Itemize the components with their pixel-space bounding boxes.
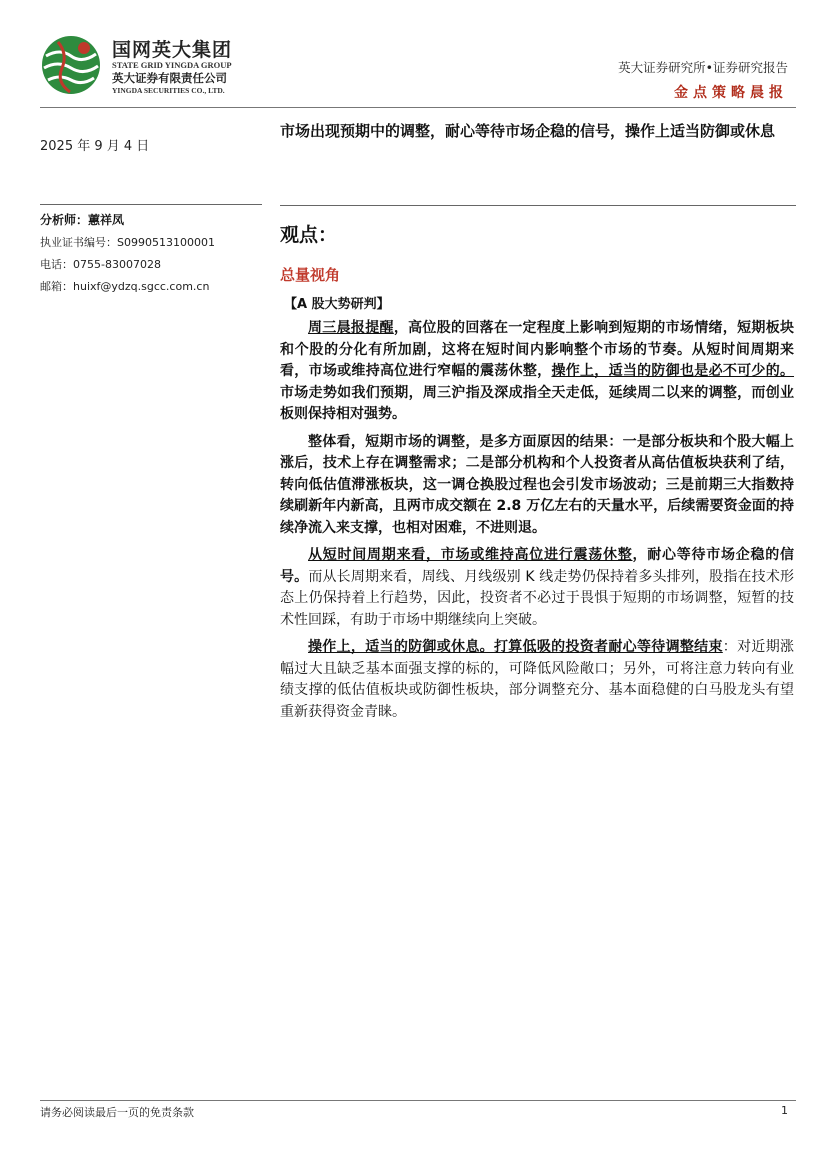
logo-company-name-en: YINGDA SECURITIES CO., LTD.	[112, 86, 225, 95]
analyst-name: 分析师：蕙祥凤	[40, 213, 125, 227]
org-line: 英大证券研究所•证券研究报告	[618, 60, 788, 75]
paragraph-2: 整体看，短期市场的调整，是多方面原因的结果：一是部分板块和个股大幅上涨后，技术上存在调整需求；二是部分机构和个人投资者从高估值板块获利了结，转向低估值滞涨板块，这一调仓换股过程也会引发市场波动；三是前期三大指数持续刷新年内新高，且两市成交额在 2.8 万亿左右的天量水平，后续需要资金面的持续净流入来支撑，也相对困难，不进则退。	[280, 433, 794, 536]
report-type: 金点策略晨报	[674, 85, 788, 101]
footer-divider	[40, 1100, 796, 1101]
paragraph-3: 从短时间周期来看，市场或维持高位进行震荡休整，耐心等待市场企稳的信号。而从长周期来看，周线、月线级别 K 线走势仍保持着多头排列，股指在技术形态上仍保持着上行趋势，因此，投资者不必过于畏惧于短期的市场调整，短暂的技术性回踩，有助于市场中期继续向上突破。	[280, 547, 794, 628]
report-headline: 市场出现预期中的调整，耐心等待市场企稳的信号，操作上适当防御或休息	[280, 122, 776, 140]
left-divider	[40, 204, 262, 205]
paragraph-1: 周三晨报提醒，高位股的回落在一定程度上影响到短期的市场情绪，短期板块和个股的分化有所加剧，这将在短时间内影响整个市场的节奏。从短时间周期来看，市场或维持高位进行窄幅的震荡休整，操作上，适当的防御也是必不可少的。市场走势如我们预期，周三沪指及深成指全天走低，延续周二以来的调整，而创业板则保持相对强势。	[280, 320, 795, 422]
article-body	[280, 318, 794, 729]
subsection-heading: 【A 股大势研判】	[284, 297, 390, 312]
logo-group-name-en: STATE GRID YINGDA GROUP	[112, 60, 232, 70]
report-date: 2025 年 9 月 4 日	[40, 139, 150, 154]
cert-number: 执业证书编号：S0990513100001	[40, 236, 215, 249]
section-heading: 总量视角	[280, 266, 341, 284]
header-divider	[40, 107, 796, 108]
footer-disclaimer: 请务必阅读最后一页的免责条款	[40, 1106, 194, 1119]
phone-number: 电话：0755-83007028	[40, 258, 161, 271]
logo-group-name: 国网英大集团	[112, 39, 233, 61]
page-number: 1	[781, 1104, 788, 1117]
logo-company-name: 英大证券有限责任公司	[112, 71, 227, 85]
paragraph-4: 操作上，适当的防御或休息。打算低吸的投资者耐心等待调整结束：对近期涨幅过大且缺乏基本面强支撑的标的，可降低风险敞口；另外，可将注意力转向有业绩支撑的低估值板块或防御性板块，部分调整充分、基本面稳健的白马股龙头有望重新获得资金青睐。	[280, 639, 795, 720]
email-address: 邮箱：huixf@ydzq.sgcc.com.cn	[40, 280, 210, 293]
globe-logo-icon	[40, 34, 102, 96]
viewpoint-heading: 观点：	[280, 224, 338, 246]
right-divider	[280, 205, 796, 206]
